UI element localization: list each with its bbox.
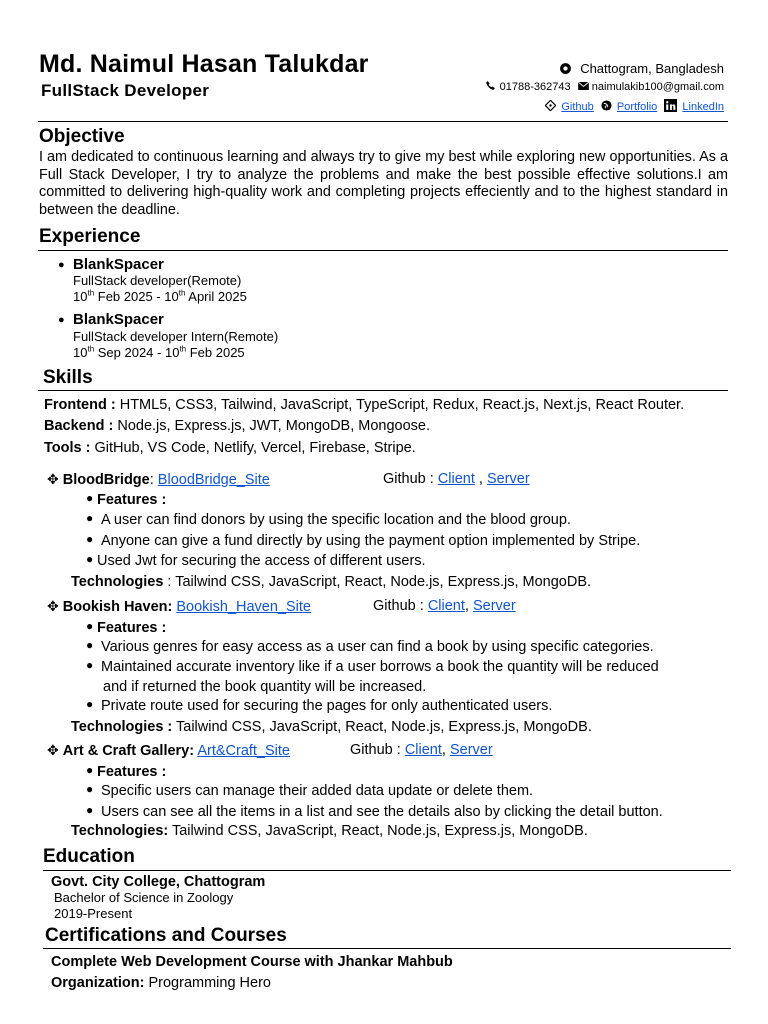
education-heading: Education	[43, 846, 135, 867]
client-link[interactable]: Client	[404, 742, 442, 758]
server-link[interactable]: Server	[472, 598, 516, 614]
project-site-link[interactable]: BloodBridge_Site	[157, 472, 270, 488]
experience-heading: Experience	[39, 226, 141, 247]
project-art-craft-gallery	[47, 742, 493, 759]
project-name: Art & Craft Gallery:	[62, 743, 195, 759]
experience-company: BlankSpacer	[73, 311, 164, 328]
certifications-divider	[43, 948, 731, 949]
bullet-icon: ●	[58, 314, 65, 326]
project-technologies: Technologies: Tailwind CSS, JavaScript, React, Node.js, Express.js, MongoDB.	[71, 823, 588, 839]
experience-dates: 10th Sep 2024 - 10th Feb 2025	[73, 344, 245, 360]
job-title: FullStack Developer	[41, 81, 210, 100]
skill-row-frontend: Frontend : HTML5, CSS3, Tailwind, JavaScript, TypeScript, Redux, React.js, Next.js, React Router.	[44, 397, 685, 413]
project-name: Bookish Haven:	[62, 599, 173, 615]
server-link[interactable]: Server	[449, 742, 493, 758]
objective-heading: Objective	[39, 126, 125, 147]
experience-role: FullStack developer Intern(Remote)	[73, 329, 279, 344]
project-site-link[interactable]: Art&Craft_Site	[197, 743, 290, 759]
project-github: Github : Client , Server	[383, 471, 530, 487]
email-icon	[578, 81, 592, 93]
experience-divider	[38, 250, 728, 251]
degree: Bachelor of Science in Zoology	[54, 890, 234, 905]
project-github: Github : Client, Server	[350, 742, 493, 758]
email-text: naimulakib100@gmail.com	[591, 81, 724, 94]
location-line	[559, 61, 724, 76]
four-diamond-bullet-icon: ✥	[47, 471, 59, 487]
location-pin-icon	[559, 61, 581, 76]
candidate-name: Md. Naimul Hasan Talukdar	[39, 50, 369, 78]
bullet-icon: ●	[58, 259, 65, 271]
links-line	[545, 99, 724, 115]
project-github: Github : Client, Server	[373, 598, 516, 614]
project-name: BloodBridge	[62, 472, 150, 488]
objective-text: I am dedicated to continuous learning and always try to give my best while exploring new opportunities. As a Full Stack Developer, I try to analyze the problems and make the best possible effective solutions.I am committed to delivering high-quality work and completing projects effeciently and to the highest standard in between the deadline.	[39, 149, 728, 218]
experience-company: BlankSpacer	[73, 256, 164, 273]
course-organization: Organization: Programming Hero	[51, 975, 271, 991]
four-diamond-bullet-icon: ✥	[47, 742, 59, 758]
school-name: Govt. City College, Chattogram	[51, 874, 266, 890]
project-bookish-haven	[47, 598, 516, 615]
linkedin-icon	[664, 103, 682, 115]
portfolio-link[interactable]: Portfolio	[616, 100, 658, 113]
github-icon	[545, 102, 561, 114]
client-link[interactable]: Client	[427, 598, 465, 614]
project-technologies: Technologies : Tailwind CSS, JavaScript, React, Node.js, Express.js, MongoDB.	[71, 719, 592, 735]
four-diamond-bullet-icon: ✥	[47, 598, 59, 614]
project-site-link[interactable]: Bookish_Haven_Site	[176, 599, 311, 615]
project-technologies: Technologies : Tailwind CSS, JavaScript, React, Node.js, Express.js, MongoDB.	[71, 574, 592, 590]
experience-dates: 10th Feb 2025 - 10th April 2025	[73, 288, 247, 304]
experience-role: FullStack developer(Remote)	[73, 273, 242, 288]
certifications-heading: Certifications and Courses	[45, 925, 287, 946]
project-bloodbridge: ✥ BloodBridge: BloodBridge_Site Github : Client , Server	[47, 471, 530, 488]
github-link[interactable]: Github	[561, 100, 594, 113]
contact-line	[486, 81, 724, 93]
skill-row-backend: Backend : Node.js, Express.js, JWT, MongoDB, Mongoose.	[44, 418, 431, 434]
server-link[interactable]: Server	[486, 471, 530, 487]
phone-icon	[486, 81, 500, 93]
globe-icon	[601, 102, 617, 114]
education-years: 2019-Present	[54, 906, 133, 921]
education-divider	[43, 870, 731, 871]
skill-row-tools: Tools : GitHub, VS Code, Netlify, Vercel, Firebase, Stripe.	[44, 440, 416, 456]
course-name: Complete Web Development Course with Jhankar Mahbub	[51, 954, 453, 970]
location-text: Chattogram, Bangladesh	[580, 61, 724, 76]
skills-divider	[38, 390, 728, 391]
skills-heading: Skills	[43, 367, 93, 388]
client-link[interactable]: Client	[437, 471, 475, 487]
phone-text: 01788-362743	[499, 81, 571, 94]
linkedin-link[interactable]: LinkedIn	[682, 100, 724, 113]
header-divider	[38, 121, 728, 122]
